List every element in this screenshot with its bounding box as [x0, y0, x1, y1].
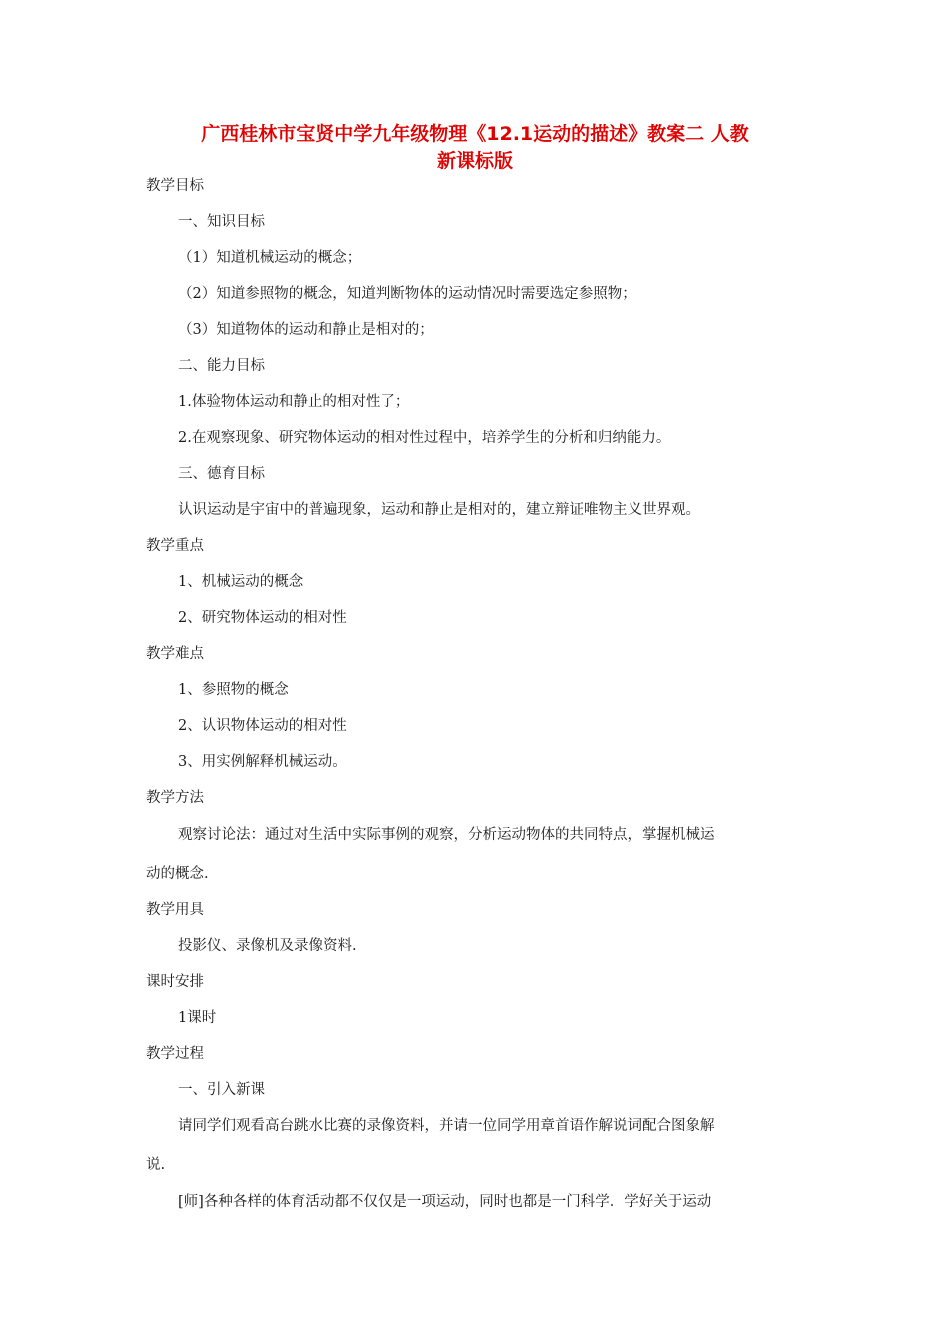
- section-heading-key-points: 教学重点: [146, 538, 204, 554]
- subheading-moral-goals: 三、德育目标: [178, 466, 265, 482]
- paragraph-continuation: 说.: [146, 1157, 166, 1173]
- section-heading-process: 教学过程: [146, 1046, 204, 1062]
- section-heading-methods: 教学方法: [146, 790, 204, 806]
- subheading-knowledge-goals: 一、知识目标: [178, 214, 265, 230]
- paragraph: 认识运动是宇宙中的普遍现象，运动和静止是相对的，建立辩证唯物主义世界观。: [178, 502, 700, 518]
- paragraph: 观察讨论法：通过对生活中实际事例的观察，分析运动物体的共同特点，掌握机械运: [178, 827, 715, 843]
- title-line-1: 广西桂林市宝贤中学九年级物理《12.1运动的描述》教案二 人教: [201, 123, 749, 145]
- subheading-ability-goals: 二、能力目标: [178, 358, 265, 374]
- paragraph: 1课时: [178, 1010, 217, 1026]
- title-line-2: 新课标版: [436, 150, 513, 172]
- list-item: （3）知道物体的运动和静止是相对的；: [178, 322, 434, 338]
- list-item: 2.在观察现象、研究物体运动的相对性过程中，培养学生的分析和归纳能力。: [178, 430, 671, 446]
- paragraph: 投影仪、录像机及录像资料.: [178, 938, 357, 954]
- section-heading-teaching-goals: 教学目标: [146, 178, 204, 194]
- list-item: 1、参照物的概念: [178, 682, 289, 698]
- section-heading-tools: 教学用具: [146, 902, 204, 918]
- paragraph-continuation: 动的概念.: [146, 866, 209, 882]
- list-item: （2）知道参照物的概念，知道判断物体的运动情况时需要选定参照物；: [178, 286, 637, 302]
- document-title: [140, 121, 810, 175]
- paragraph: 请同学们观看高台跳水比赛的录像资料，并请一位同学用章首语作解说词配合图象解: [178, 1118, 715, 1134]
- list-item: 3、用实例解释机械运动。: [178, 754, 347, 770]
- list-item: （1）知道机械运动的概念；: [178, 250, 362, 266]
- list-item: 1、机械运动的概念: [178, 574, 304, 590]
- section-heading-difficulties: 教学难点: [146, 646, 204, 662]
- list-item: 2、认识物体运动的相对性: [178, 718, 347, 734]
- list-item: 2、研究物体运动的相对性: [178, 610, 347, 626]
- subheading-introduction: 一、引入新课: [178, 1082, 265, 1098]
- section-heading-schedule: 课时安排: [146, 974, 204, 990]
- list-item: 1.体验物体运动和静止的相对性了；: [178, 394, 410, 410]
- paragraph: [师]各种各样的体育活动都不仅仅是一项运动，同时也都是一门科学．学好关于运动: [178, 1194, 712, 1210]
